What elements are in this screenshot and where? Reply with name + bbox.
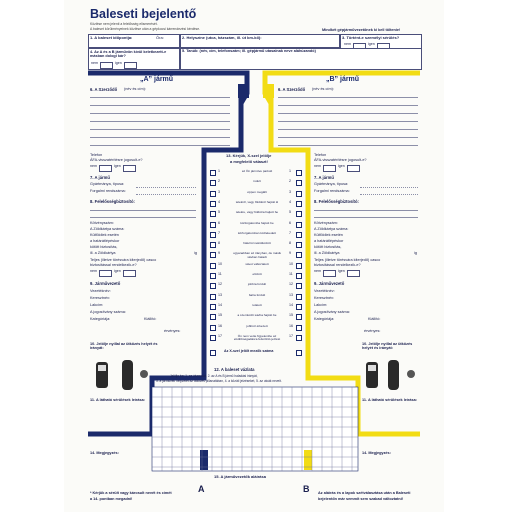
b-casco-yes-checkbox[interactable] [347,270,360,277]
s13-row-label: sávot változtatott [245,261,269,266]
b-valid-label: érvényes: [364,329,381,333]
fill-hint: Mindkét gépjárművezetőnek ki kell töltenie! [322,28,401,32]
field-injury-label: 3. Történt-e személyi sérülés? [342,35,400,40]
s13-checkbox-a[interactable] [210,304,216,310]
a-d5-label: Kategóriája: [90,317,111,321]
b-s9-label: 9. Járművezető [314,281,345,286]
a-s9-label: 9. Járművezető [90,281,121,286]
arrow-a-top [238,84,249,98]
b-casco1-label: Teljes (illetve törésvára kiterjedő) casco [314,258,381,262]
s13-count-label: Az X-szel jelölt mezők száma [224,349,274,353]
s13-checkbox-a[interactable] [210,325,216,331]
s13-checkbox-a[interactable] [210,180,216,186]
s13-row-number-a: 6 [218,220,220,225]
s13-checkbox-b[interactable] [296,263,302,269]
s13-checkbox-a[interactable] [210,222,216,228]
s13-row-number-a: 9 [218,251,220,256]
footer-left-2: a 14. pontban megadni! [90,497,133,501]
s13-row-label: ugyanabban az irányban, de másik sávban haladt [233,251,281,259]
a-ins6-label: ill. a Zöldkártya [90,251,116,255]
b-vat-yes-checkbox[interactable] [347,165,360,172]
s13-row-number-a: 10 [218,261,222,266]
b-motorcycle [407,370,415,378]
subtitle-1: Közlése nem jelenti a felelősség elismerését. [90,22,158,26]
s13-row-label: hátulról nekiütközött [243,241,271,246]
subtitle-2: A baleset körülményeinek közlése után a gépkocsi kárrendezési kérdése. [90,27,201,31]
s13-checkbox-a[interactable] [210,211,216,217]
b-casco-no-label: nem [314,269,321,273]
s13-checkbox-a[interactable] [210,242,216,248]
s13-row-label: telekre, vagy földútra hajtott be [235,210,279,215]
s13-checkbox-b[interactable] [296,325,302,331]
s13-checkbox-a[interactable] [210,201,216,207]
s13-row-label: balra fordult [248,292,266,297]
s13-row-number-b: 3 [289,189,291,194]
b-s7-label: 7. A jármű [314,175,334,180]
footer-left-1: * Kérjük a sérült vagy károsult nevét és címét [90,491,172,495]
s13-row-label: körforgalomban közlekedett [237,230,276,235]
form-title: Baleseti bejelentő [90,7,197,21]
s13-row-number-a: 8 [218,241,220,246]
a-casco-no-label: nem [90,269,97,273]
b-vat-no-checkbox[interactable] [323,165,336,172]
s13-row-number-b: 6 [289,220,291,225]
arrow-b-top [263,84,274,98]
s13-row-number-a: 17 [218,333,222,338]
vehicle-a-header: „A” jármű [140,76,174,83]
a-s10-label: 10. Jelölje nyíllal az ütközés helyét és irányát: [90,342,158,351]
s13-checkbox-b[interactable] [296,314,302,320]
b-s6-label: 6. A Szerződő [278,87,306,92]
s13-checkbox-b[interactable] [296,211,302,217]
a-plate-label: Forgalmi rendszáma: [90,189,126,193]
b-ins6-suffix: ig [414,251,417,255]
s13-checkbox-b[interactable] [296,180,302,186]
s13-checkbox-b[interactable] [296,335,302,341]
b-ins5-label: kötött biztosítás, [314,245,342,249]
s13-row-label: telekről, vagy földútról hajtott ki [235,199,279,204]
s13-checkbox-a[interactable] [210,314,216,320]
field-date-label: 1. A baleset időpontja: [90,35,133,40]
s12-note-2: 3. a járművek helyzetét az ütközés pillanatában, 4. a közúti jelzéseket, 5. az utcák neveit. [156,379,282,383]
b-d2-label: Keresztnév: [314,296,335,300]
s13-row-label: Ön nem vette figyelembe az elsőbbségadásra felszólító jelzést [233,333,281,342]
a-ins6-suffix: ig [194,251,197,255]
s13-checkbox-b[interactable] [296,242,302,248]
s13-row-label: a szemközti sávba hajtott be [237,313,277,318]
s13-checkbox-a[interactable] [210,252,216,258]
s13-row-number-b: 11 [289,272,293,276]
accident-report-form [64,0,444,512]
s13-row-label: körforgalomba hajtott be [240,220,274,225]
s13-checkbox-a[interactable] [210,335,216,341]
s13-row-number-b: 5 [289,210,291,215]
s13-checkbox-b[interactable] [296,232,302,238]
b-car-top-view [388,360,399,390]
a-car-top-view [122,360,133,390]
s12-note-1: Jelölje be: 1. az útvonalat, 2. az A és B jármű haladási irányát, [170,374,258,378]
b-vat-label: ÁFA-visszatérítésre jogosult-e? [314,158,367,162]
s13-count-a-box[interactable] [210,350,216,356]
s13-checkbox-a[interactable] [210,294,216,300]
b-s11-label: 11. A látható sérülések leírása: [362,398,418,402]
b-ins3-label: Külföldiek esetén [314,233,343,237]
b-casco-yes-label: igen [338,269,345,273]
s13-row-number-a: 13 [218,292,222,297]
a-ins2-label: A Zöldkártya száma: [90,227,125,231]
s13-checkbox-b[interactable] [296,201,302,207]
s13-checkbox-b[interactable] [296,170,302,176]
s13-row-label: tolatott [252,302,262,307]
s13-row-number-a: 12 [218,282,222,287]
a-d3-label: Lakcím: [90,303,104,307]
b-s6-note: (név és cím): [312,87,334,91]
a-phone-label: Telefon [90,153,103,157]
s13-row-number-b: 15 [289,313,293,318]
signature-a-letter: A [198,484,205,494]
s13-row-number-b: 2 [289,179,291,184]
s13-row-number-a: 2 [218,179,220,184]
s13-row-number-b: 8 [289,241,291,246]
s13-row-number-b: 9 [289,251,291,256]
sketch-grid[interactable] [152,387,358,471]
a-casco-yes-label: igen [114,269,121,273]
a-d1-label: Vezetéknév: [90,289,111,293]
s13-count-b-box[interactable] [296,350,302,356]
s13-checkbox-a[interactable] [210,232,216,238]
s13-row-number-a: 15 [218,313,222,318]
a-car-diagram[interactable] [94,358,150,392]
b-s10-label: 10. Jelölje nyíllal az ütközés helyét és irányát: [362,342,413,351]
s13-row-number-a: 5 [218,210,220,215]
b-d3-label: Lakcím: [314,303,328,307]
s13-row-number-b: 17 [289,333,293,338]
s13-row-label: éppen megállt [247,189,267,194]
s13-checkbox-b[interactable] [296,283,302,289]
a-vat-label: ÁFA-visszatérítésre jogosult-e? [90,158,143,162]
a-s7-label: 7. A jármű [90,175,110,180]
s13-row-number-b: 1 [289,169,291,173]
s13-checkbox-a[interactable] [210,273,216,279]
b-d5b-label: Kiállító: [368,317,381,321]
field-location-label: 2. Helyszíne (utca, házszám, ill. út km-kő): [182,35,262,40]
s13-row-number-b: 13 [289,292,293,297]
s13-checkbox-a[interactable] [210,283,216,289]
a-valid-label: érvényes: [164,329,181,333]
a-ins5-label: kötött biztosítás, [90,245,118,249]
a-vat-yes-label: igen [114,164,121,168]
damage-yes-label: igen [115,61,122,65]
b-ins1-label: Kötvényszám: [314,221,338,225]
s13-row-number-a: 7 [218,230,220,235]
b-make-label: Gyártmánya, típusa: [314,182,349,186]
s13-checkbox-b[interactable] [296,294,302,300]
injury-no-label: nem [344,42,351,46]
s13-checkbox-b[interactable] [296,304,302,310]
s13-row-number-b: 7 [289,230,291,235]
a-make-label: Gyártmánya, típusa: [90,182,125,186]
s13-row-number-b: 12 [289,282,293,287]
s13-row-number-a: 16 [218,323,222,328]
b-d4-label: A jogosítvány száma: [314,310,350,314]
damage-no-label: nem [91,61,98,65]
s13-title-1: 13. Kérjük, X-szel jelölje [226,153,272,158]
a-casco1-label: Teljes (illetve törésvára kiterjedő) casco [90,258,157,262]
s12-title: 12. A baleset vázlata [214,367,255,372]
s13-row-number-a: 1 [218,169,220,173]
field-witnesses-label: 5. Tanúk: (név, cím, telefonszám; ill. gépjármű utasainak neve aláhúzandó) [182,49,316,53]
b-s14-label: 14. Megjegyzés: [362,451,391,455]
s13-row-number-b: 10 [289,261,293,266]
a-ins4-label: a határátlépéskor [90,239,120,243]
a-vat-no-label: nem [90,164,97,168]
a-s11-label: 11. A látható sérülések leírása: [90,398,146,402]
a-s8-label: 8. Felelősségbiztosító: [90,199,135,204]
b-ins2-label: A Zöldkártya száma: [314,227,349,231]
a-vat-yes-checkbox[interactable] [123,165,136,172]
s13-checkbox-a[interactable] [210,191,216,197]
b-s8-label: 8. Felelősségbiztosító: [314,199,359,204]
a-casco-no-checkbox[interactable] [99,270,112,277]
b-vat-no-label: nem [314,164,321,168]
b-car-diagram[interactable] [364,358,420,392]
s13-checkbox-b[interactable] [296,252,302,258]
s13-row-number-b: 16 [289,323,293,328]
b-d1-label: Vezetéknév: [314,289,335,293]
a-s6-label: 6. A Szerződő [90,87,118,92]
vehicle-b-header: „B” jármű [326,76,360,83]
a-casco-yes-checkbox[interactable] [123,270,136,277]
a-ins1-label: Kötvényszám: [90,221,114,225]
a-d5b-label: Kiállító: [144,317,157,321]
s13-row-number-a: 11 [218,272,222,276]
a-s14-label: 14. Megjegyzés: [90,451,119,455]
b-ins4-label: a határátlépéskor [314,239,344,243]
s13-row-label: előzött [252,272,262,276]
s13-checkbox-a[interactable] [210,263,216,269]
a-s6-note: (név és cím): [124,87,146,91]
s13-row-number-b: 14 [289,302,293,307]
b-phone-label: Telefon [314,153,327,157]
signature-b-letter: B [303,484,310,494]
footer-right-2: bejelentőn már semmit sem szabad változtatni! [318,497,404,501]
field-other-damage-label: 4. Az A és a B járművön kívül keletkezett-e másban dologi kár? [90,50,167,59]
b-d5-label: Kategóriája: [314,317,335,321]
b-plate-label: Forgalmi rendszáma: [314,189,350,193]
s13-row-number-a: 4 [218,199,220,204]
s13-row-number-a: 3 [218,189,220,194]
s13-row-number-b: 4 [289,199,291,204]
s13-row-label: jobbról érkezett [246,323,268,328]
s13-row-number-a: 14 [218,302,222,307]
a-d4-label: A jogosítvány száma: [90,310,126,314]
s13-checkbox-b[interactable] [296,273,302,279]
s13-title-2: a megfelelő választ! [230,159,268,164]
s13-checkbox-b[interactable] [296,222,302,228]
field-hour-label: Óra: [156,35,164,40]
footer-right-1: Az aláírás és a lapok szétválasztása után a Baleseti [318,491,411,495]
s13-row-label: indult [253,179,261,184]
a-casco2-label: biztosítással rendelkezik-e? [90,263,137,267]
injury-yes-label: igen [368,42,375,46]
s13-row-label: jobbra fordult [247,282,267,287]
b-casco-no-checkbox[interactable] [323,270,336,277]
s13-row-label: az Ön járműve parkolt [241,169,273,173]
s13-checkbox-a[interactable] [210,170,216,176]
s15-label: 15. A járművezetők aláírása [214,474,266,479]
b-vat-yes-label: igen [338,164,345,168]
b-casco2-label: biztosítással rendelkezik-e? [314,263,361,267]
a-d2-label: Keresztnév: [90,296,111,300]
a-vat-no-checkbox[interactable] [99,165,112,172]
a-motorcycle [140,370,148,378]
b-ins6-label: ill. a Zöldkártya [314,251,340,255]
s13-checkbox-b[interactable] [296,191,302,197]
a-ins3-label: Külföldiek esetén [90,233,119,237]
